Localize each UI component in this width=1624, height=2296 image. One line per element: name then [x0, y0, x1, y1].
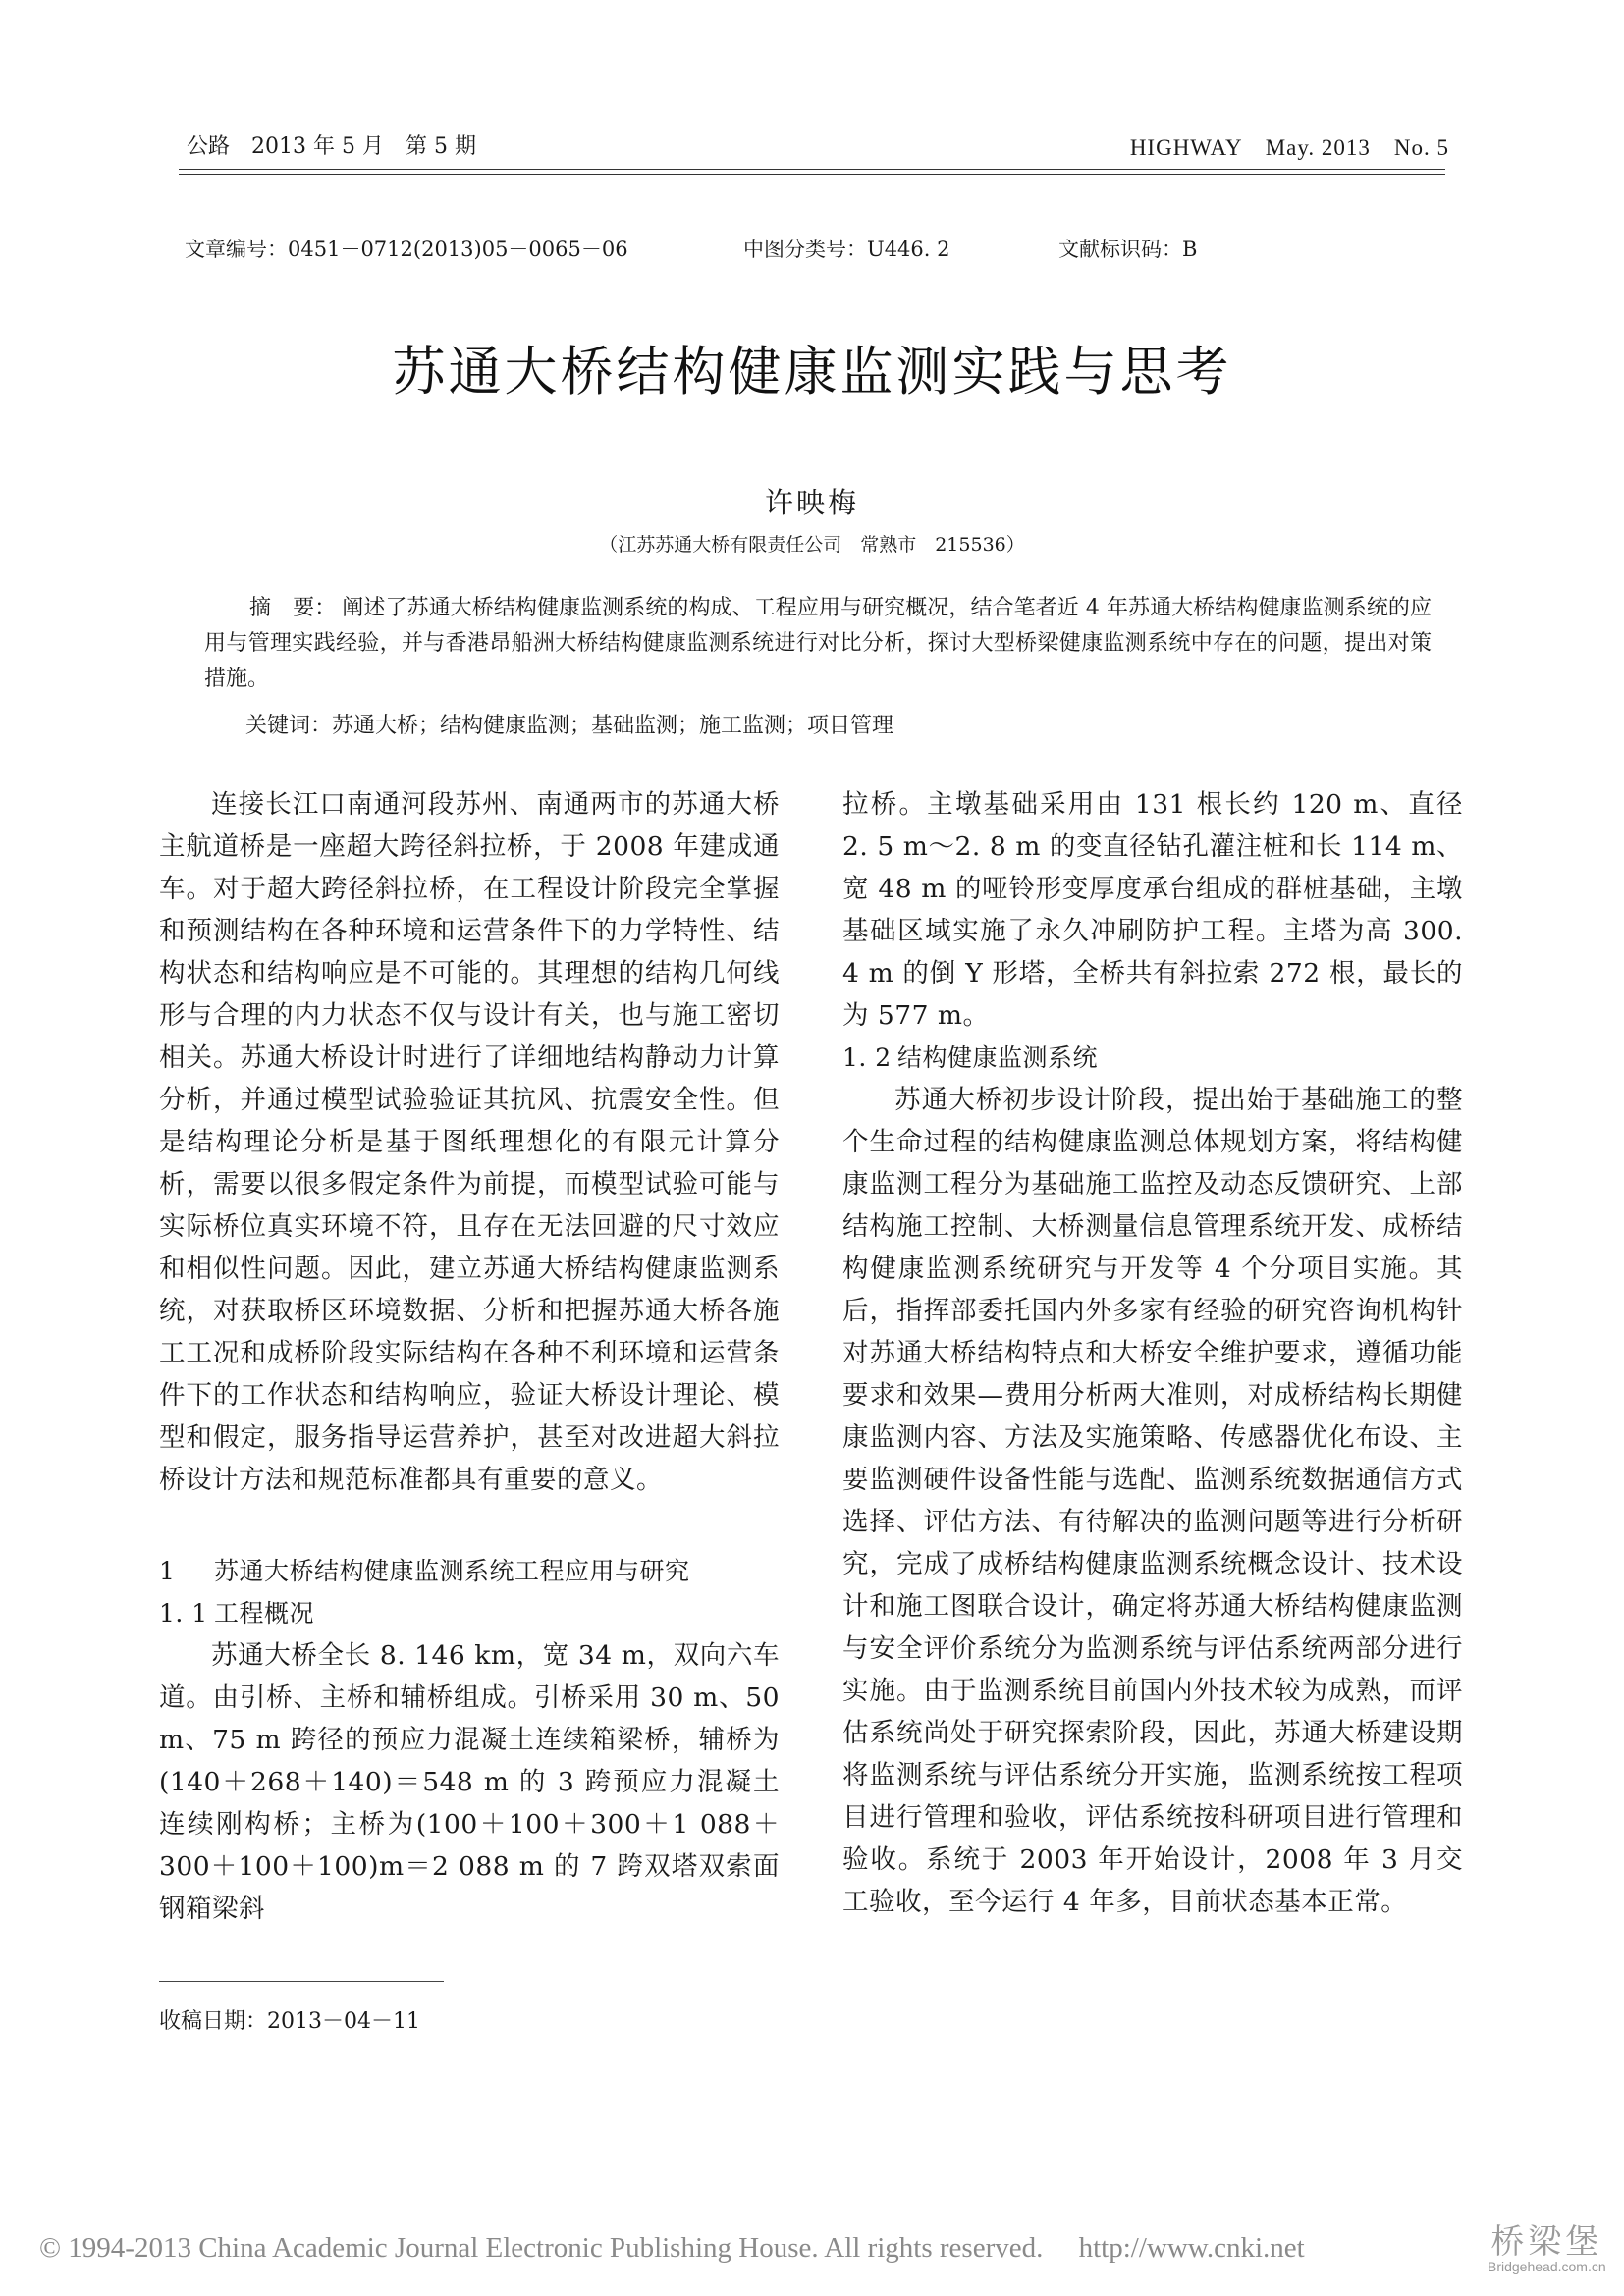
- author-name: 许映梅: [764, 486, 859, 519]
- section-1-1-heading: [159, 1592, 780, 1634]
- classification-number: 中图分类号：U446. 2: [743, 238, 950, 261]
- section-1-number: 1: [159, 1557, 176, 1585]
- abstract-label: 摘 要：: [249, 596, 337, 620]
- received-date: 收稿日期：2013－04－11: [159, 2009, 420, 2034]
- section-1-2-heading: [842, 1037, 1463, 1079]
- bridgehead-watermark: [1488, 2215, 1606, 2274]
- footnote-rule: [159, 1981, 444, 1982]
- intro-paragraph: 连接长江口南通河段苏州、南通两市的苏通大桥主航道桥是一座超大跨径斜拉桥，于 2008 年建成通车。对于超大跨径斜拉桥，在工程设计阶段完全掌握和预测结构在各种环境和运营条件下的力学特性、结构状态和结构响应是不可能的。其理想的结构几何线形与合理的内力状态不仅与设计有关，也与施工密切相关。苏通大桥设计时进行了详细地结构静动力计算分析，并通过模型试验验证其抗风、抗震安全性。但是结构理论分析是基于图纸理想化的有限元计算分析，需要以很多假定条件为前提，而模型试验可能与实际桥位真实环境不符，且存在无法回避的尺寸效应和相似性问题。因此，建立苏通大桥结构健康监测系统，对获取桥区环境数据、分析和把握苏通大桥各施工工况和成桥阶段实际结构在各种不利环境和运营条件下的工作状态和结构响应，验证大桥设计理论、模型和假定，服务指导运营养护，甚至对改进超大斜拉桥设计方法和规范标准都具有重要的意义。: [159, 789, 780, 1495]
- abstract: [204, 591, 1432, 697]
- watermark-en: Bridgehead.com.cn: [1488, 2259, 1606, 2274]
- section-1-1-title: 工程概况: [214, 1599, 315, 1628]
- section-1-title: 苏通大桥结构健康监测系统工程应用与研究: [214, 1557, 690, 1585]
- monitoring-system-paragraph: 苏通大桥初步设计阶段，提出始于基础施工的整个生命过程的结构健康监测总体规划方案，将结构健康监测工程分为基础施工监控及动态反馈研究、上部结构施工控制、大桥测量信息管理系统开发、成桥结构健康监测系统研究与开发等 4 个分项目实施。其后，指挥部委托国内外多家有经验的研究咨询机构针对苏通大桥结构特点和大桥安全维护要求，遵循功能要求和效果—费用分析两大准则，对成桥结构长期健康监测内容、方法及实施策略、传感器优化布设、主要监测硬件设备性能与选配、监测系统数据通信方式选择、评估方法、有待解决的监测问题等进行分析研究，完成了成桥结构健康监测系统概念设计、技术设计和施工图联合设计，确定将苏通大桥结构健康监测与安全评价系统分为监测系统与评估系统两部分进行实施。由于监测系统目前国内外技术较为成熟，而评估系统尚处于研究探索阶段，因此，苏通大桥建设期将监测系统与评估系统分开实施，监测系统按工程项目进行管理和验收，评估系统按科研项目进行管理和验收。系统于 2003 年开始设计，2008 年 3 月交工验收，至今运行 4 年多，目前状态基本正常。: [842, 1085, 1463, 1917]
- header-rule-top: [179, 169, 1445, 170]
- right-column: [842, 783, 1463, 1923]
- continued-paragraph: 拉桥。主墩基础采用由 131 根长约 120 m、直径 2. 5 m～2. 8 m 的变直径钻孔灌注桩和长 114 m、宽 48 m 的哑铃形变厚度承台组成的群桩基础，主墩基础区域实施了永久冲刷防护工程。主塔为高 300. 4 m 的倒 Y 形塔，全桥共有斜拉索 272 根，最长的为 577 m。: [842, 789, 1463, 1031]
- header-rule-bottom: [179, 174, 1445, 175]
- journal-header-right: HIGHWAY May. 2013 No. 5: [1129, 135, 1449, 160]
- article-number: 文章编号：0451－0712(2013)05－0065－06: [185, 238, 628, 261]
- watermark-cn: 桥梁堡: [1490, 2222, 1603, 2262]
- section-1-2-title: 结构健康监测系统: [897, 1043, 1099, 1072]
- section-1-2-number: 1. 2: [842, 1043, 892, 1072]
- paper-title: 苏通大桥结构健康监测实践与思考: [392, 341, 1232, 402]
- keywords: 关键词：苏通大桥；结构健康监测；基础监测；施工监测；项目管理: [245, 714, 894, 738]
- abstract-text: 阐述了苏通大桥结构健康监测系统的构成、工程应用与研究概况，结合笔者近 4 年苏通大桥结构健康监测系统的应用与管理实践经验，并与香港昂船洲大桥结构健康监测系统进行对比分析，探讨大型桥梁健康监测系统中存在的问题，提出对策措施。: [204, 596, 1432, 691]
- author-affiliation: （江苏苏通大桥有限责任公司 常熟市 215536）: [599, 534, 1025, 556]
- document-code: 文献标识码：B: [1058, 238, 1198, 261]
- cnki-copyright-footer: © 1994-2013 China Academic Journal Electronic Publishing House. All rights reserved. http://www.cnki.net: [39, 2232, 1305, 2264]
- left-column: [159, 783, 780, 1930]
- section-1-heading: [159, 1550, 780, 1592]
- section-1-1-number: 1. 1: [159, 1599, 208, 1628]
- overview-paragraph: 苏通大桥全长 8. 146 km，宽 34 m，双向六车道。由引桥、主桥和辅桥组成。引桥采用 30 m、50 m、75 m 跨径的预应力混凝土连续箱梁桥，辅桥为(140＋268＋140)＝548 m 的 3 跨预应力混凝土连续刚构桥；主桥为(100＋100＋300＋1 088＋300＋100＋100)m＝2 088 m 的 7 跨双塔双索面钢箱梁斜: [159, 1640, 780, 1924]
- journal-header-left: 公路 2013 年 5 月 第 5 期: [187, 134, 476, 159]
